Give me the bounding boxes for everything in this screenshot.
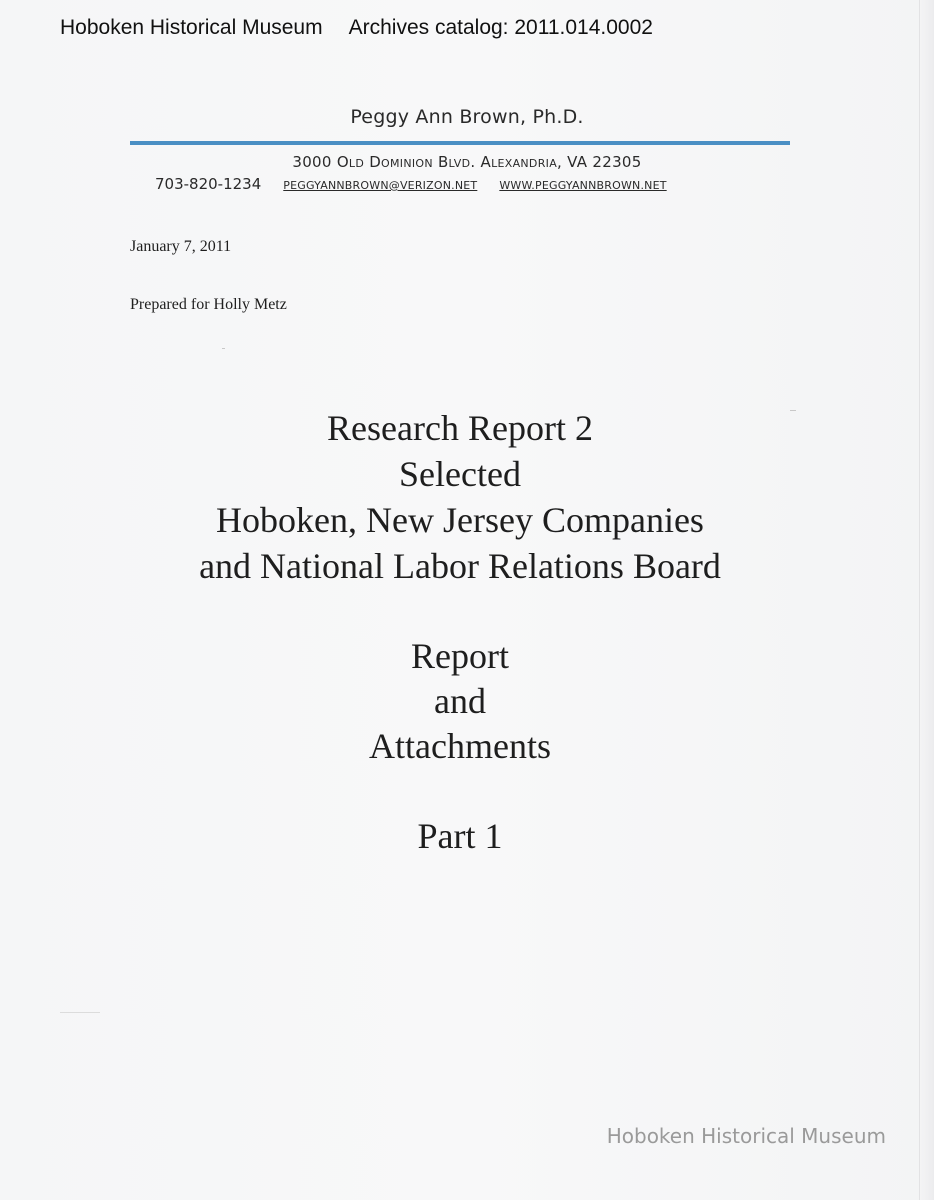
subtitle-line: Attachments bbox=[369, 726, 551, 766]
letterhead-contact bbox=[155, 175, 689, 193]
letterhead-name: Peggy Ann Brown, Ph.D. bbox=[350, 106, 584, 128]
subtitle-line: Report bbox=[411, 636, 509, 676]
catalog-header bbox=[60, 16, 653, 40]
report-subtitle bbox=[0, 634, 920, 769]
museum-name: Hoboken Historical Museum bbox=[60, 16, 323, 39]
title-line: Selected bbox=[399, 454, 521, 494]
report-part: Part 1 bbox=[417, 816, 503, 856]
letterhead-phone: 703-820-1234 bbox=[155, 175, 262, 193]
scan-speck bbox=[790, 410, 796, 411]
title-line: and National Labor Relations Board bbox=[199, 546, 721, 586]
prepared-for: Prepared for Holly Metz bbox=[130, 296, 287, 313]
letter-date: January 7, 2011 bbox=[130, 238, 232, 255]
scan-speck bbox=[222, 348, 225, 349]
title-line: Hoboken, New Jersey Companies bbox=[216, 500, 704, 540]
letterhead-address: 3000 Old Dominion Blvd. Alexandria, VA 22305 bbox=[292, 153, 642, 171]
catalog-number: Archives catalog: 2011.014.0002 bbox=[348, 16, 653, 39]
title-line: Research Report 2 bbox=[327, 408, 593, 448]
letterhead-email: PEGGYANNBROWN@VERIZON.NET bbox=[283, 179, 478, 192]
subtitle-line: and bbox=[434, 681, 486, 721]
letterhead-rule bbox=[130, 141, 790, 145]
scan-speck bbox=[60, 1012, 100, 1013]
report-title bbox=[0, 405, 920, 589]
letterhead-website: WWW.PEGGYANNBROWN.NET bbox=[499, 179, 667, 192]
museum-watermark: Hoboken Historical Museum bbox=[606, 1124, 886, 1148]
page-edge bbox=[919, 0, 934, 1200]
